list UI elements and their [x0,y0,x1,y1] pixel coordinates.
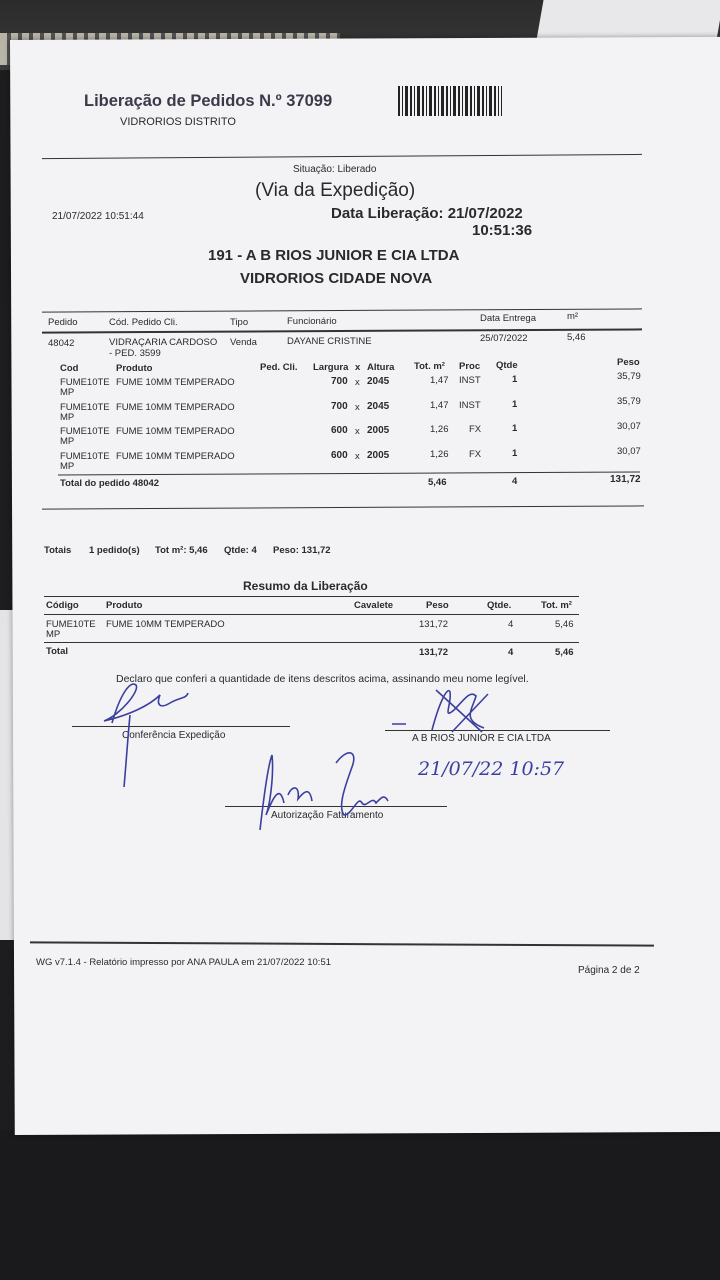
item-proc: INST [459,375,481,386]
resumo-total-label: Total [46,646,68,657]
resumo-total-qtde: 4 [508,647,514,658]
footer-left: WG v7.1.4 - Relatório impresso por ANA PAULA em 21/07/2022 10:51 [36,957,332,968]
items-header-produto: Produto [116,363,153,374]
item-peso: 30,07 [617,446,641,457]
item-qtde: 1 [512,399,518,410]
item-tot-m2: 1,47 [430,400,449,411]
signature-label-autorizacao: Autorização Faturamento [271,810,384,821]
items-header-proc: Proc [459,361,481,372]
item-peso: 35,79 [617,371,641,382]
handwritten-date: 21/07/22 10:57 [418,758,565,780]
handwritten-signature-conferencia [90,675,210,795]
item-tot-m2: 1,26 [430,424,449,435]
order-m2: 5,46 [567,332,586,343]
item-x: x [355,377,360,388]
resumo-title: Resumo da Liberação [243,579,368,593]
items-total-label: Total do pedido 48042 [60,478,160,489]
totals-pedidos: 1 pedido(s) [89,545,140,556]
col-header-data-entrega: Data Entrega [480,313,536,324]
resumo-tot-m2: 5,46 [555,619,574,630]
item-largura: 600 [331,450,348,461]
items-header-qtde: Qtde [496,360,518,371]
resumo-codigo: FUME10TE [46,619,96,630]
items-header-tot-m2: Tot. m² [414,361,445,372]
order-data-entrega: 25/07/2022 [480,333,528,344]
situacao-label: Situação: Liberado [293,164,377,175]
item-produto: FUME 10MM TEMPERADO [116,402,235,413]
resumo-peso: 131,72 [419,619,449,630]
item-cod-suffix: MP [60,412,75,423]
order-pedido: 48042 [48,338,75,349]
item-qtde: 1 [512,374,518,385]
company-subtitle: VIDRORIOS DISTRITO [120,116,236,128]
item-x: x [355,402,360,413]
item-qtde: 1 [512,448,518,459]
order-cod-cli-1: VIDRAÇARIA CARDOSO [109,337,218,348]
item-produto: FUME 10MM TEMPERADO [116,451,235,462]
item-proc: FX [469,449,482,460]
resumo-header-peso: Peso [426,600,449,611]
client-name: 191 - A B RIOS JUNIOR E CIA LTDA [208,247,460,264]
resumo-codigo-suffix: MP [46,629,61,640]
totals-qtde: Qtde: 4 [224,545,257,556]
item-x: x [355,451,360,462]
item-peso: 30,07 [617,421,641,432]
totals-m2: Tot m²: 5,46 [155,545,208,556]
items-header-largura: Largura [313,362,349,373]
signature-label-cliente: A B RIOS JUNIOR E CIA LTDA [412,733,551,744]
item-altura: 2005 [367,450,390,461]
declaration-text: Declaro que conferi a quantidade de itens descritos acima, assinando meu nome legível. [116,673,529,685]
resumo-header-produto: Produto [106,600,143,611]
resumo-header-line [44,614,579,615]
item-altura: 2005 [367,425,390,436]
barcode [398,86,502,116]
col-header-cod-pedido-cli: Cód. Pedido Cli. [109,317,178,328]
order-cod-cli-2: - PED. 3599 [109,348,161,359]
totals-label: Totais [44,545,72,556]
item-largura: 700 [331,376,348,387]
resumo-header-tot-m2: Tot. m² [541,600,572,611]
col-header-funcionario: Funcionário [287,316,337,327]
item-qtde: 1 [512,423,518,434]
col-header-pedido: Pedido [48,317,78,328]
item-cod-suffix: MP [60,387,75,398]
items-total-qtde: 4 [512,476,518,487]
data-liberacao-time: 10:51:36 [472,222,533,239]
item-cod: FUME10TE [60,377,110,388]
resumo-qtde: 4 [508,619,514,630]
handwritten-signature-cliente [392,680,502,750]
order-funcionario: DAYANE CRISTINE [287,336,372,347]
item-produto: FUME 10MM TEMPERADO [116,377,235,388]
resumo-produto: FUME 10MM TEMPERADO [106,619,225,630]
client-store: VIDRORIOS CIDADE NOVA [240,270,433,287]
signature-label-conferencia: Conferência Expedição [122,730,226,741]
items-header-cod: Cod [60,363,79,374]
resumo-header-qtde: Qtde. [487,600,512,611]
document-title: Liberação de Pedidos N.º 37099 [84,92,333,110]
data-liberacao: Data Liberação: 21/07/2022 [331,205,523,222]
item-proc: FX [469,424,482,435]
items-header-altura: Altura [367,362,395,373]
item-x: x [355,426,360,437]
item-cod: FUME10TE [60,426,110,437]
order-tipo: Venda [230,337,257,348]
footer-page-number: Página 2 de 2 [578,965,640,976]
totals-peso: Peso: 131,72 [273,545,331,556]
resumo-total-line [44,642,579,643]
item-tot-m2: 1,47 [430,375,449,386]
items-total-peso: 131,72 [610,474,641,485]
item-cod-suffix: MP [60,461,75,472]
resumo-total-m2: 5,46 [555,647,574,658]
item-largura: 700 [331,401,348,412]
via-label: (Via da Expedição) [255,180,416,201]
col-header-tipo: Tipo [230,317,249,328]
resumo-total-peso: 131,72 [419,647,449,658]
item-cod: FUME10TE [60,451,110,462]
item-peso: 35,79 [617,396,641,407]
items-total-m2: 5,46 [428,477,447,488]
item-cod-suffix: MP [60,436,75,447]
item-cod: FUME10TE [60,402,110,413]
items-header-ped-cli: Ped. Cli. [260,362,298,373]
col-header-m2: m² [567,311,579,322]
resumo-top-line [44,596,579,597]
item-produto: FUME 10MM TEMPERADO [116,426,235,437]
resumo-header-codigo: Código [46,600,79,611]
print-datetime: 21/07/2022 10:51:44 [52,211,144,222]
items-header-peso: Peso [617,357,640,368]
resumo-header-cavalete: Cavalete [354,600,394,611]
item-altura: 2045 [367,401,390,412]
item-largura: 600 [331,425,348,436]
item-proc: INST [459,400,481,411]
item-altura: 2045 [367,376,390,387]
items-header-x: x [355,362,361,373]
handwritten-signature-autorizacao [240,745,400,840]
item-tot-m2: 1,26 [430,449,449,460]
background-bottom [0,1130,720,1280]
